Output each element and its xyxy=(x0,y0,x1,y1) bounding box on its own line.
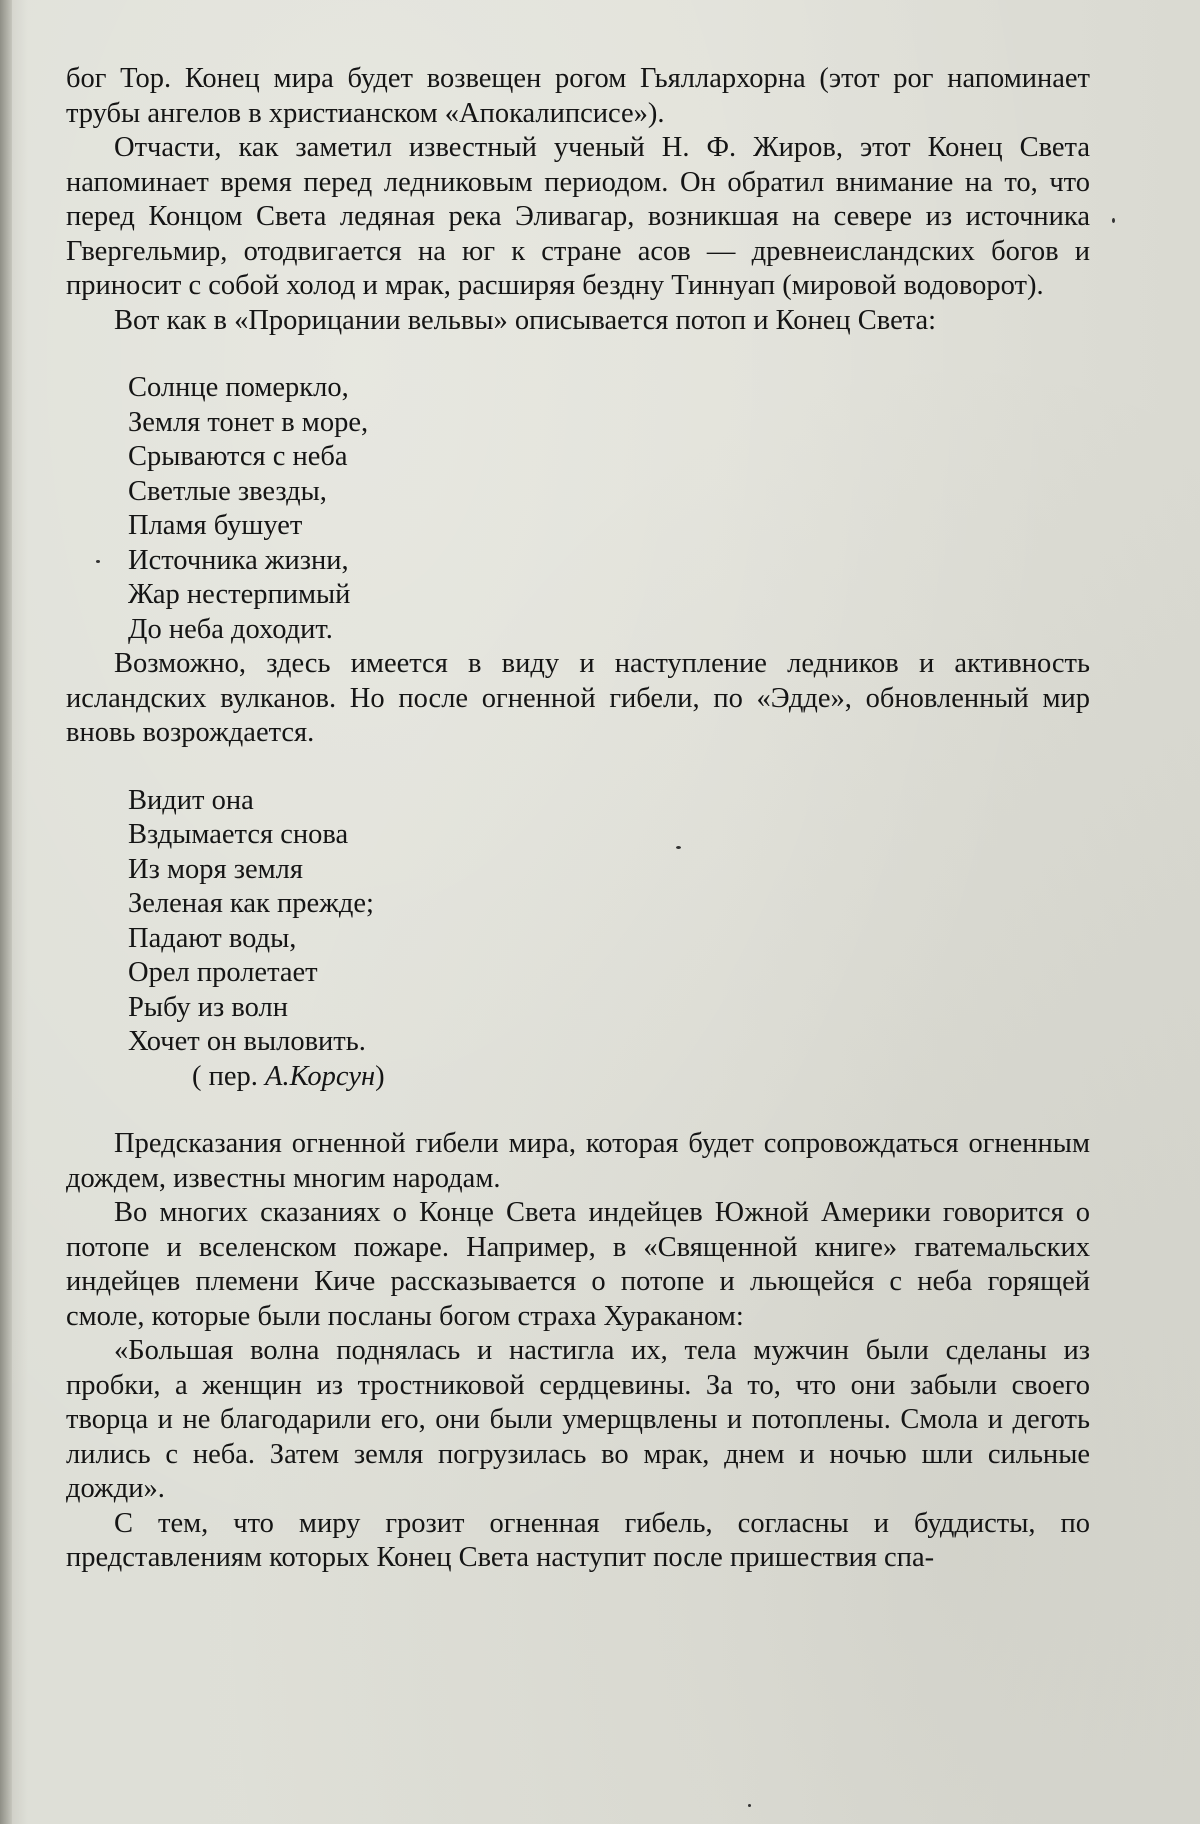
verse-line: Срываются с неба xyxy=(128,441,348,472)
verse-line: Пламя бушует xyxy=(128,510,303,541)
paragraph-voluspa-intro: Вот как в «Прорицании вельвы» описывается потоп и Конец Света: xyxy=(114,304,937,336)
paragraph-fire-rain: Предсказания огненной гибели мира, которая будет сопровождаться огненным дождем, известны многим народам. xyxy=(66,1128,1090,1194)
print-speck xyxy=(676,846,681,849)
paragraph-quote-popol-vuh: «Большая волна поднялась и настигла их, тела мужчин были сделаны из пробки, а женщин из тростниковой сердцевины. За то, что они забыли своего творца и не благодарили его, они были умерщвлены и потоплены. Смола и деготь лились с неба. Затем земля погрузилась во мрак, днем и ночью шли сильные дожди». xyxy=(66,1335,1090,1504)
verse-line: Земля тонет в море, xyxy=(128,406,369,438)
print-speck xyxy=(1112,218,1115,223)
paragraph-south-america: Во многих сказаниях о Конце Света индейцев Южной Америки говорится о потопе и вселенском пожаре. Например, в «Священной книге» гватемальских индейцев племени Киче рассказывается о потопе и льющейся с неба горящей смоле, которые были посланы богом страха Хураканом: xyxy=(66,1197,1090,1332)
print-speck xyxy=(96,560,100,563)
page-binding-edge xyxy=(0,0,12,1824)
verse-line: Падают воды, xyxy=(128,922,297,954)
verse-line: Видит она xyxy=(128,784,254,816)
verse-line: Светлые звезды, xyxy=(128,475,327,507)
verse-line: Источника жизни, xyxy=(128,544,349,576)
page-text-block xyxy=(66,62,1090,1576)
verse-line: Жар нестерпимый xyxy=(128,579,351,610)
paragraph-zhirov: Отчасти, как заметил известный ученый Н. Ф. Жиров, этот Конец Света напоминает время перед ледниковым периодом. Он обратил внимание на то, что перед Концом Света ледяная река Эливагар, возникшая на севере из источника Гвергельмир, отодвигается на юг к стране асов — древнеисландских богов и приносит с собой холод и мрак, расширяя бездну Тиннуап (мировой водоворот). xyxy=(66,132,1090,301)
verse-line: Вздымается снова xyxy=(128,819,349,850)
verse-line: Рыбу из волн xyxy=(128,991,289,1023)
translator-name: А.Корсун xyxy=(265,1060,376,1092)
verse-line: Хочет он выловить. xyxy=(128,1026,366,1057)
paragraph-buddhists: С тем, что миру грозит огненная гибель, согласны и буддисты, по представлениям которых Конец Света наступит после пришествия спа- xyxy=(66,1507,1090,1573)
credit-prefix: ( пер. xyxy=(192,1060,266,1092)
verse-voluspa-rebirth xyxy=(66,784,1090,1060)
credit-suffix: ) xyxy=(375,1060,385,1092)
verse-line: До неба доходит. xyxy=(128,613,333,645)
print-speck xyxy=(748,1804,751,1807)
paragraph-tor: бог Тор. Конец мира будет возвещен рогом Гьяллархорна (этот рог напоминает трубы ангелов в христианском «Апокалипсисе»). xyxy=(66,63,1090,129)
verse-line: Солнце померкло, xyxy=(128,372,349,403)
verse-line: Зеленая как прежде; xyxy=(128,888,374,919)
verse-line: Орел пролетает xyxy=(128,957,318,988)
translation-credit xyxy=(66,1060,1090,1095)
verse-line: Из моря земля xyxy=(128,853,304,885)
verse-voluspa-doom xyxy=(66,371,1090,647)
paragraph-glaciers: Возможно, здесь имеется в виду и наступление ледников и активность исландских вулканов. Но после огненной гибели, по «Эдде», обновленный мир вновь возрождается. xyxy=(66,648,1090,748)
